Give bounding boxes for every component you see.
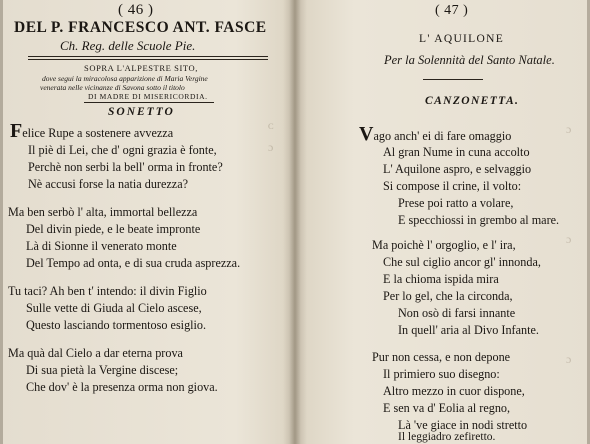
poem-line: Che sul ciglio ancor gl' innonda, bbox=[383, 255, 541, 269]
section-rule bbox=[84, 102, 214, 103]
poem-line bbox=[10, 121, 173, 141]
poem-line: Non osò di farsi innante bbox=[398, 306, 516, 320]
poem-heading: SONETTO bbox=[108, 106, 175, 118]
poem-line-text: ago anch' ei di fare omaggio bbox=[373, 129, 512, 143]
show-through-text: ɔ bbox=[268, 140, 274, 154]
poem-line: Nè accusi forse la natia durezza? bbox=[28, 177, 189, 191]
poem-line: In quell' aria al Divo Infante. bbox=[398, 323, 539, 337]
poem-line: Il piè di Lei, che d' ogni grazia è fonte, bbox=[28, 143, 217, 157]
poem-line: Ma poichè l' orgoglio, e l' ira, bbox=[372, 238, 516, 252]
poem-line: Là 've giace in nodi stretto bbox=[398, 418, 528, 432]
poem-line: Del Tempo ad onta, e di sua cruda asprezza. bbox=[26, 256, 241, 270]
dedication-line: dove segui la miracolosa apparizione di Maria Vergine bbox=[42, 74, 208, 83]
show-through-text: ɔ bbox=[566, 122, 572, 136]
poem-line: Il leggiadro zefiretto. bbox=[398, 431, 496, 443]
left-page-title: DEL P. FRANCESCO ANT. FASCE bbox=[14, 19, 267, 36]
poem-line: Perchè non serbi la bell' orma in fronte? bbox=[28, 160, 223, 174]
poem-line: Si compose il crine, il volto: bbox=[383, 179, 522, 193]
poem-line: E specchiossi in grembo al mare. bbox=[398, 213, 560, 227]
poem-line: E la chioma ispida mira bbox=[383, 272, 499, 286]
right-page-title: L' AQUILONE bbox=[419, 33, 505, 45]
page-number-left: ( 46 ) bbox=[118, 2, 154, 18]
dedication-line: DI MADRE DI MISERICORDIA. bbox=[88, 92, 208, 101]
poem-line: Sulle vette di Giuda al Cielo ascese, bbox=[26, 301, 202, 315]
dedication-heading: SOPRA L'ALPESTRE SITO, bbox=[84, 63, 198, 73]
poem-heading: CANZONETTA. bbox=[425, 95, 520, 107]
poem-line: Ma ben serbò l' alta, immortal bellezza bbox=[8, 205, 198, 219]
poem-line: Altro mezzo in cuor dispone, bbox=[383, 384, 525, 398]
dedication-line: venerata nelle vicinanze di Savona sotto il titolo bbox=[40, 83, 185, 92]
right-page-subtitle: Per la Solennità del Santo Natale. bbox=[384, 53, 555, 67]
poem-line: Per lo gel, che la circonda, bbox=[383, 289, 513, 303]
poem-line: E sen va d' Eolia al regno, bbox=[383, 401, 511, 415]
poem-line: Pur non cessa, e non depone bbox=[372, 350, 511, 364]
poem-line: Questo lasciando tormentoso esiglio. bbox=[26, 318, 207, 332]
poem-line-text: elice Rupe a sostenere avvezza bbox=[22, 126, 174, 140]
drop-cap: F bbox=[10, 120, 23, 142]
right-page bbox=[295, 0, 590, 444]
poem-line: Tu taci? Ah ben t' intendo: il divin Figlio bbox=[8, 284, 207, 298]
poem-line: Di sua pietà la Vergine discese; bbox=[26, 363, 179, 377]
poem-line: Ma quà dal Cielo a dar eterna prova bbox=[8, 346, 183, 360]
title-rule bbox=[28, 56, 268, 57]
poem-line: Del divin piede, e le beate impronte bbox=[26, 222, 201, 236]
title-rule bbox=[28, 59, 268, 60]
poem-line: Al gran Nume in cuna accolto bbox=[383, 145, 530, 159]
page-number-right: ( 47 ) bbox=[435, 3, 469, 18]
poem-line: Che dov' è la presenza orma non giova. bbox=[26, 380, 218, 394]
show-through-text: ɔ bbox=[566, 232, 572, 246]
poem-line: Prese poi ratto a volare, bbox=[398, 196, 514, 210]
show-through-text: ᴄ bbox=[268, 118, 274, 132]
poem-line: Il primiero suo disegno: bbox=[383, 367, 500, 381]
drop-cap: V bbox=[359, 123, 374, 145]
left-page-subtitle: Ch. Reg. delle Scuole Pie. bbox=[60, 38, 196, 53]
show-through-text: ɔ bbox=[566, 352, 572, 366]
poem-line: Là di Sionne il venerato monte bbox=[26, 239, 177, 253]
poem-line: L' Aquilone aspro, e selvaggio bbox=[383, 162, 532, 176]
poem-line bbox=[359, 124, 511, 144]
section-rule bbox=[423, 79, 483, 80]
